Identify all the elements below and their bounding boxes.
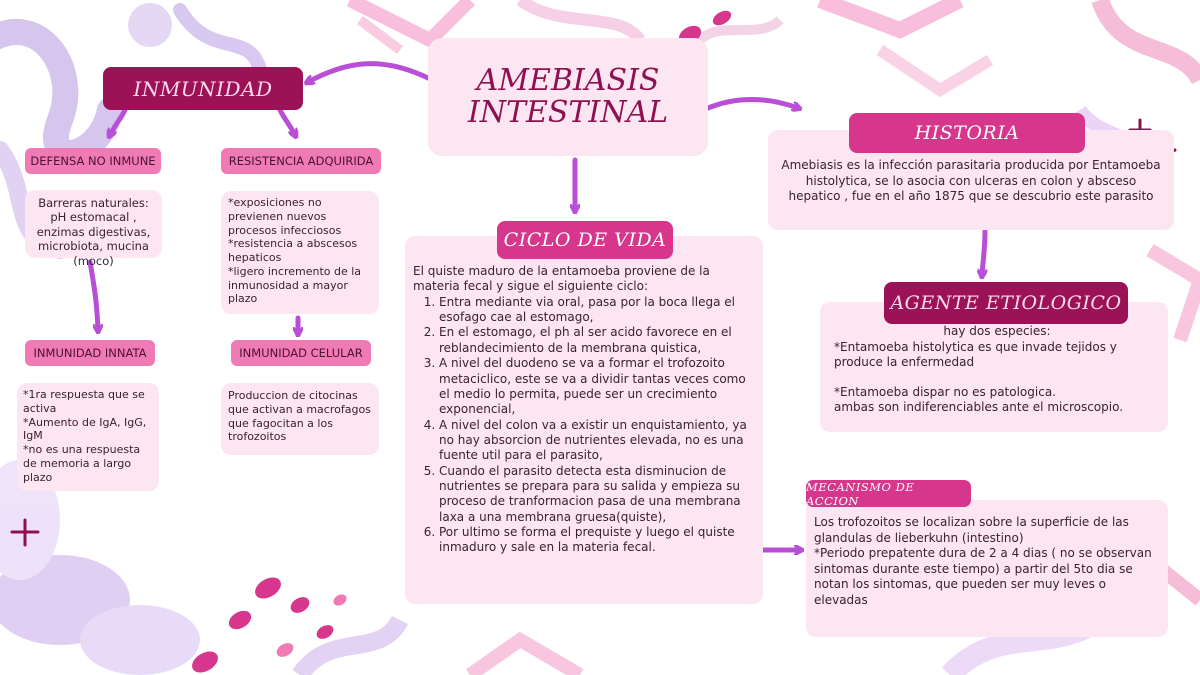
ciclo-step: 3. A nivel del duodeno se va a formar el trofozoito metaciclico, este se va a dividir tantas veces como el medio lo permita, puede ser un crecimiento exponencial, xyxy=(439,356,755,417)
mecanismo-line: Los trofozoitos se localizan sobre la superficie de las glandulas de lieberkuhn (intestino) xyxy=(814,515,1129,545)
agente-line-spacer xyxy=(834,371,1160,385)
resistencia-adquirida-label: RESISTENCIA ADQUIRIDA xyxy=(221,148,381,174)
resistencia-line: *ligero incremento de la inmunosidad a mayor plazo xyxy=(228,264,362,306)
agente-line: *Entamoeba dispar no es patologica. xyxy=(834,384,1056,399)
ciclo-steps xyxy=(413,295,755,556)
agente-etiologico-heading: AGENTE ETIOLOGICO xyxy=(884,282,1128,324)
ciclo-de-vida-heading: CICLO DE VIDA xyxy=(497,221,673,259)
main-title-line1: AMEBIASIS xyxy=(476,62,660,98)
innata-line: *Aumento de IgA, IgG, IgM xyxy=(23,415,147,443)
celular-text: Produccion de citocinas que activan a macrofagos que fagocitan a los trofozoitos xyxy=(228,389,371,444)
agente-line: *Entamoeba histolytica es que invade tejidos y produce la enfermedad xyxy=(834,339,1117,370)
ciclo-step: 6. Por ultimo se forma el prequiste y luego el quiste inmaduro y sale en la materia fecal. xyxy=(439,525,755,556)
defensa-no-inmune-label: DEFENSA NO INMUNE xyxy=(25,148,161,174)
agente-line: hay dos especies: xyxy=(943,324,1051,338)
inmunidad-innata-box xyxy=(17,383,159,491)
ciclo-step: 5. Cuando el parasito detecta esta disminucion de nutrientes se prepara para su salida y empieza su proceso de tranformacion pasa de una membrana laxa a una membrana gruesa(quiste), xyxy=(439,464,755,525)
inmunidad-celular-label: INMUNIDAD CELULAR xyxy=(231,340,371,366)
ciclo-de-vida-box xyxy=(405,236,763,604)
historia-heading: HISTORIA xyxy=(849,113,1085,153)
inmunidad-celular-box xyxy=(221,383,379,455)
defensa-no-inmune-text: Barreras naturales: pH estomacal , enzimas digestivas, microbiota, mucina (moco) xyxy=(36,196,151,268)
innata-line: *1ra respuesta que se activa xyxy=(23,388,145,415)
innata-line: *no es una respuesta de memoria a largo plazo xyxy=(23,443,141,484)
main-title-box xyxy=(428,38,708,156)
main-title-line2: INTESTINAL xyxy=(467,95,669,130)
resistencia-line: *exposiciones no previenen nuevos procesos infecciosos xyxy=(228,196,342,237)
agente-line: ambas son indiferenciables ante el microscopio. xyxy=(834,400,1124,415)
resistencia-adquirida-box xyxy=(221,191,379,314)
ciclo-intro: El quiste maduro de la entamoeba proviene de la materia fecal y sigue el siguiente ciclo: xyxy=(413,264,710,294)
mecanismo-box xyxy=(806,500,1168,637)
ciclo-step: 1. Entra mediante via oral, pasa por la boca llega el esofago cae al estomago, xyxy=(439,295,755,326)
ciclo-step: 4. A nivel del colon va a existir un enquistamiento, ya no hay absorcion de nutrientes elevada, no es una fuente util para el parasito, xyxy=(439,418,755,464)
ciclo-step: 2. En el estomago, el ph al ser acido favorece en el reblandecimiento de la membrana quistica, xyxy=(439,325,755,356)
resistencia-line: *resistencia a abscesos hepaticos xyxy=(228,237,358,264)
inmunidad-innata-label: INMUNIDAD INNATA xyxy=(25,340,155,366)
historia-text: Amebiasis es la infección parasitaria producida por Entamoeba histolytica, se lo asocia con ulceras en colon y absceso hepatico , fue en el año 1875 que se descubrio este parasito xyxy=(781,158,1161,204)
mecanismo-line: *Periodo prepatente dura de 2 a 4 dias ( no se observan sintomas durante este tiempo) a partir del 5to dia se notan los sintomas, que pueden ser muy leves o elevadas xyxy=(814,546,1152,607)
defensa-no-inmune-box xyxy=(25,190,162,268)
mecanismo-heading: MECANISMO DE ACCION xyxy=(806,480,971,507)
inmunidad-heading: INMUNIDAD xyxy=(103,67,303,110)
